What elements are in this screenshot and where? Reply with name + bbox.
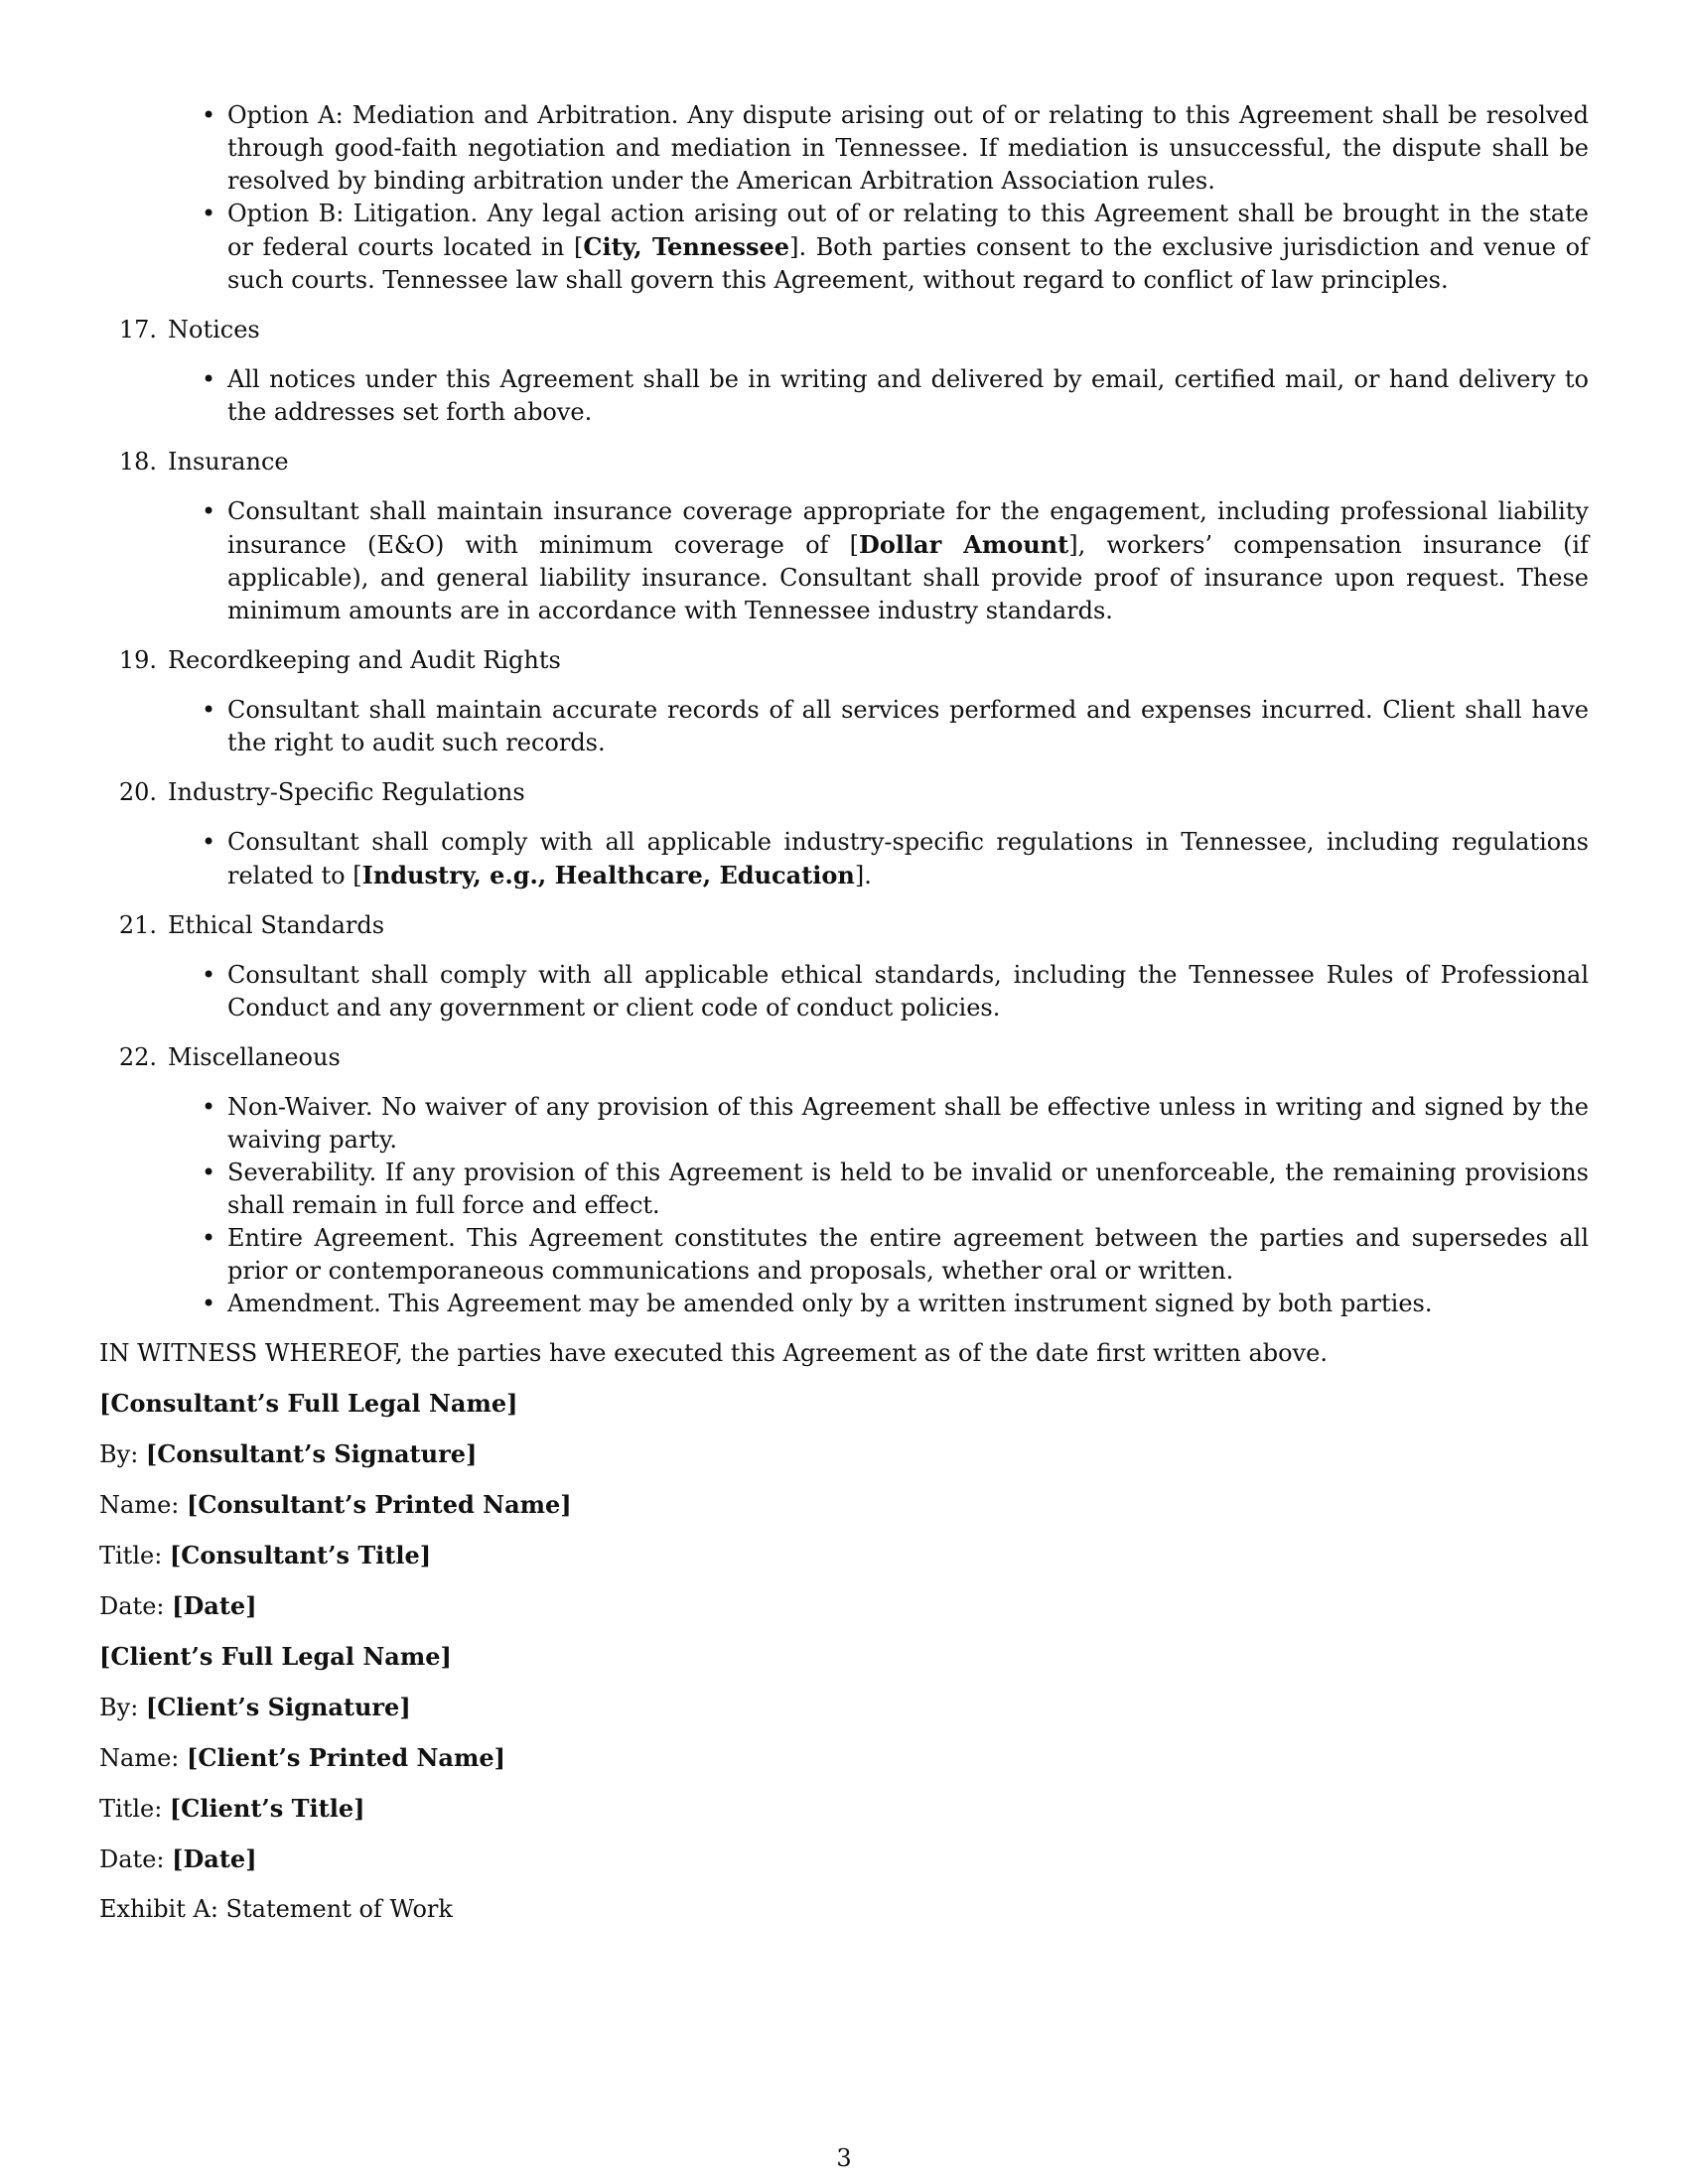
top-bullet-list [99,99,1589,297]
client-date-line: Date: [Date] [99,1844,257,1873]
client-printed-name-line: Name: [Client’s Printed Name] [99,1743,505,1772]
section-18-insurance [99,446,1589,627]
section-22-miscellaneous [99,1041,1589,1320]
list-item: • All notices under this Agreement shall be in writing and delivered by email, certified mail, or hand delivery to the addresses set forth above. [227,363,1589,429]
section-heading: 20. Industry-Specific Regulations [118,778,525,806]
consultant-printed-name-line: Name: [Consultant’s Printed Name] [99,1490,572,1519]
list-item: • Option B: Litigation. Any legal action arising out of or relating to this Agreement shall be brought in the state or federal courts located in [City, Tennessee]. Both parties consent to the exclusive jurisdiction and venue of such courts. Tennessee law shall govern this Agreement, without regard to conflict of law principles. [227,198,1589,297]
client-title-line: Title: [Client’s Title] [99,1794,365,1823]
list-item: • Consultant shall comply with all applicable industry-specific regulations in Tennessee, including regulations related to [Industry, e.g., Healthcare, Education]. [227,826,1589,892]
witness-statement: IN WITNESS WHEREOF, the parties have executed this Agreement as of the date first written above. [99,1339,1328,1367]
consultant-legal-name: [Consultant’s Full Legal Name] [99,1389,518,1418]
exhibit-title: Exhibit A: Statement of Work [99,1895,453,1923]
client-signature-line: By: [Client’s Signature] [99,1693,411,1721]
signature-block [99,1387,1589,1876]
section-heading: 18. Insurance [118,448,289,476]
list-item: • Non-Waiver. No waiver of any provision of this Agreement shall be effective unless in writing and signed by the waiving party. [227,1091,1589,1157]
section-21-ethical-standards [99,909,1589,1024]
section-19-recordkeeping [99,644,1589,759]
section-heading: 21. Ethical Standards [118,911,385,939]
section-heading: 19. Recordkeeping and Audit Rights [118,646,561,674]
list-item: • Amendment. This Agreement may be amended only by a written instrument signed by both parties. [227,1288,1589,1320]
consultant-date-line: Date: [Date] [99,1591,257,1620]
list-item: • Severability. If any provision of this Agreement is held to be invalid or unenforceable, the remaining provisions shall remain in full force and effect. [227,1157,1589,1222]
client-legal-name: [Client’s Full Legal Name] [99,1642,452,1671]
list-item: • Consultant shall comply with all applicable ethical standards, including the Tennessee Rules of Professional Conduct and any government or client code of conduct policies. [227,959,1589,1024]
consultant-title-line: Title: [Consultant’s Title] [99,1541,432,1570]
consultant-signature-line: By: [Consultant’s Signature] [99,1439,478,1468]
document-page [99,99,1589,1926]
list-item: • Consultant shall maintain insurance coverage appropriate for the engagement, including professional liability insurance (E&O) with minimum coverage of [Dollar Amount], workers’ compensation insurance (if applicable), and general liability insurance. Consultant shall provide proof of insurance upon request. These minimum amounts are in accordance with Tennessee industry standards. [227,495,1589,627]
list-item: • Entire Agreement. This Agreement constitutes the entire agreement between the parties and supersedes all prior or contemporaneous communications and proposals, whether oral or written. [227,1222,1589,1288]
list-item: • Option A: Mediation and Arbitration. Any dispute arising out of or relating to this Agreement shall be resolved through good-faith negotiation and mediation in Tennessee. If mediation is unsuccessful, the dispute shall be resolved by binding arbitration under the American Arbitration Association rules. [227,99,1589,198]
section-20-regulations [99,776,1589,892]
section-17-notices [99,314,1589,429]
section-heading: 17. Notices [118,316,260,343]
page-number: 3 [836,2144,852,2172]
list-item: • Consultant shall maintain accurate records of all services performed and expenses incurred. Client shall have the right to audit such records. [227,694,1589,759]
section-heading: 22. Miscellaneous [118,1043,341,1071]
